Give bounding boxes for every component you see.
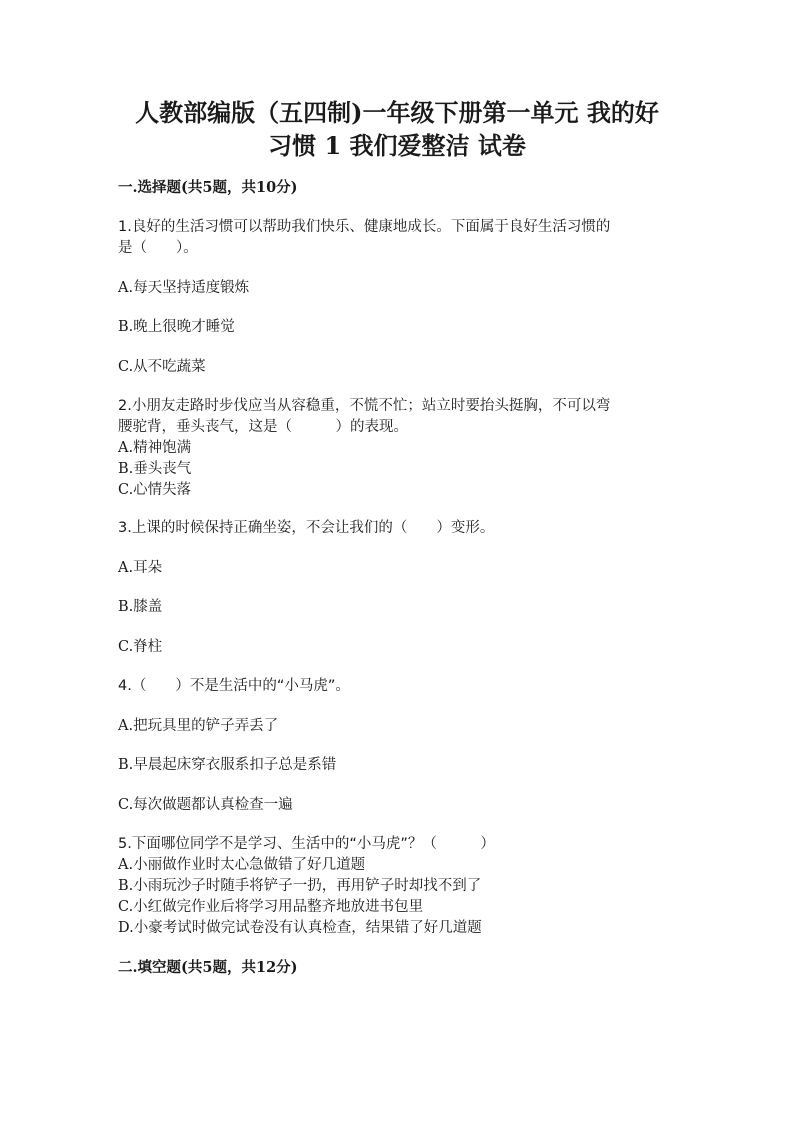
question-4-option-c: C.每次做题都认真检查一遍: [118, 797, 293, 813]
question-5-option-d: D.小豪考试时做完试卷没有认真检查，结果错了好几道题: [118, 920, 482, 936]
question-1-option-c: C.从不吃蔬菜: [118, 359, 206, 375]
question-5-option-a: A.小丽做作业时太心急做错了好几道题: [118, 857, 366, 873]
question-5-option-c: C.小红做完作业后将学习用品整齐地放进书包里: [118, 899, 424, 915]
question-1-stem-line-1: 1.良好的生活习惯可以帮助我们快乐、健康地成长。下面属于良好生活习惯的: [118, 219, 611, 235]
question-5-stem: 5.下面哪位同学不是学习、生活中的“小马虎”？（ ）: [118, 836, 495, 852]
page-title: [0, 96, 794, 162]
question-3-option-b: B.膝盖: [118, 599, 163, 615]
section-heading-fill-in-blank: 二.填空题(共5题，共12分): [118, 959, 298, 976]
question-2-option-a: A.精神饱满: [118, 440, 192, 456]
question-3-option-a: A.耳朵: [118, 560, 163, 576]
question-4-option-a: A.把玩具里的铲子弄丢了: [118, 718, 279, 734]
question-2-stem-line-1: 2.小朋友走路时步伐应当从容稳重，不慌不忙；站立时要抬头挺胸，不可以弯: [118, 398, 611, 414]
title-line-2: 习惯 1 我们爱整洁 试卷: [268, 131, 526, 160]
question-4-stem: 4.（ ）不是生活中的“小马虎”。: [118, 678, 350, 694]
question-2-option-b: B.垂头丧气: [118, 461, 192, 477]
question-4-option-b: B.早晨起床穿衣服系扣子总是系错: [118, 757, 337, 773]
question-5-option-b: B.小雨玩沙子时随手将铲子一扔，再用铲子时却找不到了: [118, 878, 482, 894]
question-3-stem: 3.上课的时候保持正确坐姿，不会让我们的（ ）变形。: [118, 520, 495, 536]
question-3-option-c: C.脊柱: [118, 639, 163, 655]
question-1-option-b: B.晚上很晚才睡觉: [118, 319, 235, 335]
question-1-option-a: A.每天坚持适度锻炼: [118, 280, 250, 296]
question-2-option-c: C.心情失落: [118, 482, 192, 498]
question-1-stem-line-2: 是（ ）。: [118, 240, 198, 256]
question-2-stem-line-2: 腰驼背，垂头丧气，这是（ ）的表现。: [118, 419, 408, 435]
title-line-1: 人教部编版（五四制)一年级下册第一单元 我的好: [135, 98, 659, 127]
section-heading-multiple-choice: 一.选择题(共5题，共10分): [118, 179, 298, 196]
